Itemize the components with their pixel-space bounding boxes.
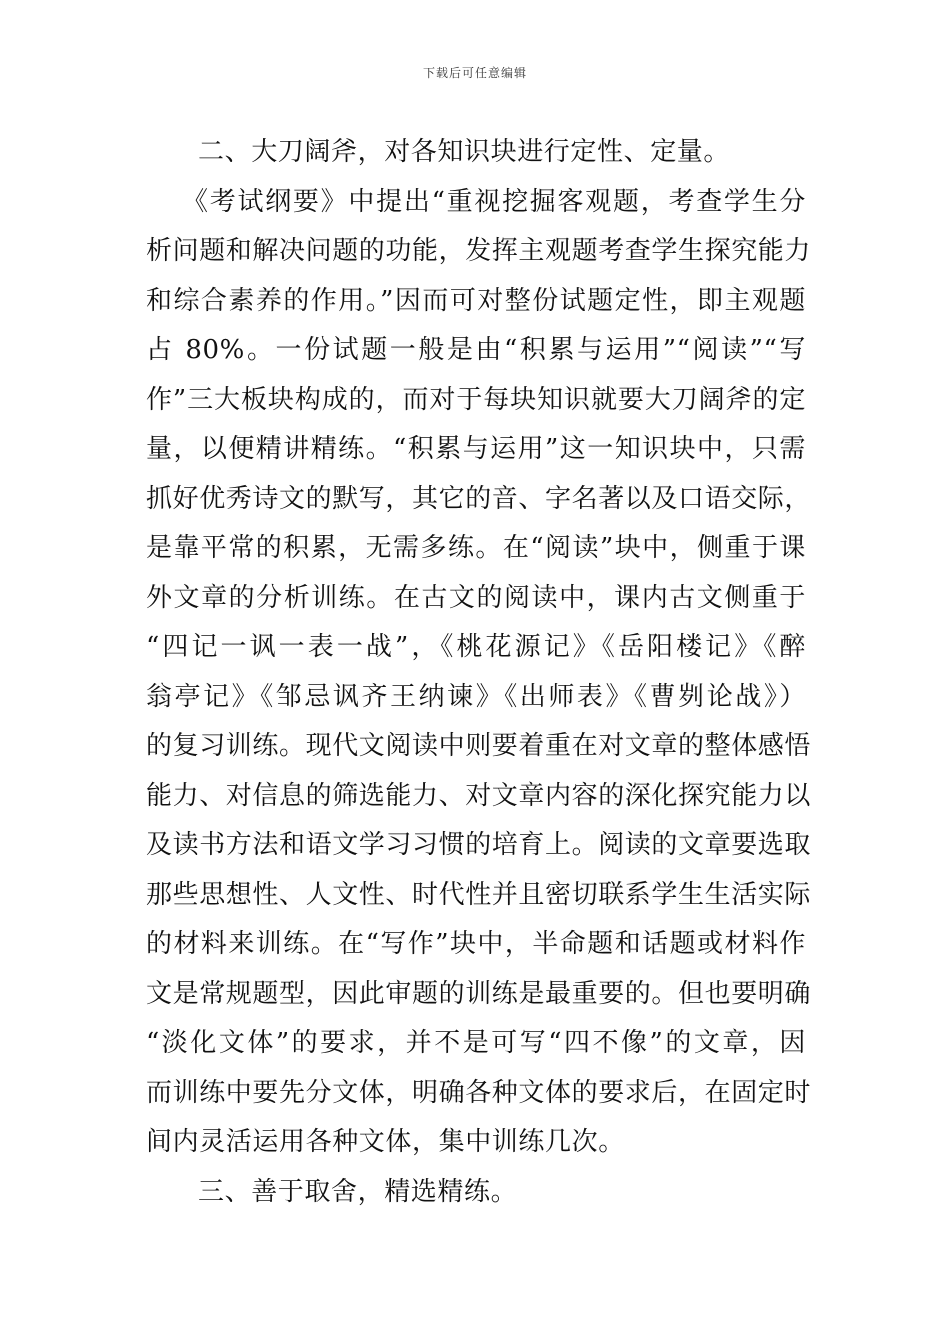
paragraph-line: “四记一讽一表一战”，《桃花源记》《岳阳楼记》《醉 — [146, 632, 806, 662]
paragraph-line: 是靠平常的积累，无需多练。在“阅读”块中，侧重于课 — [146, 533, 806, 563]
paragraph-line: 而训练中要先分文体，明确各种文体的要求后，在固定时 — [146, 1077, 812, 1108]
paragraph-line-last: 间内灵活运用各种文体，集中训练几次。 — [146, 1127, 625, 1157]
paragraph-line: 作”三大板块构成的，而对于每块知识就要大刀阔斧的定 — [146, 384, 806, 415]
paragraph-line: 文是常规题型，因此审题的训练是最重要的。但也要明确 — [146, 978, 812, 1009]
paragraph-line: “淡化文体”的要求，并不是可写“四不像”的文章，因 — [146, 1028, 806, 1058]
document-body — [146, 128, 812, 1217]
paragraph-line: 那些思想性、人文性、时代性并且密切联系学生生活实际 — [146, 879, 812, 910]
paragraph-line: 外文章的分析训练。在古文的阅读中，课内古文侧重于 — [146, 582, 806, 613]
paragraph-line: 翁亭记》《邹忌讽齐王纳谏》《出师表》《曹刿论战》） — [146, 681, 806, 712]
paragraph-line: 抓好优秀诗文的默写，其它的音、字名著以及口语交际， — [146, 483, 812, 514]
paragraph-line: 能力、对信息的筛选能力、对文章内容的深化探究能力以 — [146, 780, 812, 811]
paragraph-line: 量，以便精讲精练。“积累与运用”这一知识块中，只需 — [146, 434, 806, 464]
paragraph-line: 和综合素养的作用。”因而可对整份试题定性，即主观题 — [146, 285, 806, 316]
paragraph-line: 的复习训练。现代文阅读中则要着重在对文章的整体感悟 — [146, 731, 812, 761]
paragraph-line: 析问题和解决问题的功能，发挥主观题考查学生探究能力 — [146, 236, 812, 266]
paragraph-line: 的材料来训练。在“写作”块中，半命题和话题或材料作 — [146, 929, 806, 959]
paragraph-line: 占 80%。一份试题一般是由“积累与运用”“阅读”“写 — [146, 335, 806, 365]
paragraph-line: 《考试纲要》中提出“重视挖掘客观题，考查学生分 — [182, 186, 806, 217]
paragraph-line: 及读书方法和语文学习习惯的培育上。阅读的文章要选取 — [146, 830, 812, 860]
header-note: 下载后可任意编辑 — [422, 66, 527, 80]
section-heading-2: 二、大刀阔斧，对各知识块进行定性、定量。 — [198, 137, 731, 167]
section-heading-3: 三、善于取舍，精选精练。 — [198, 1176, 518, 1207]
